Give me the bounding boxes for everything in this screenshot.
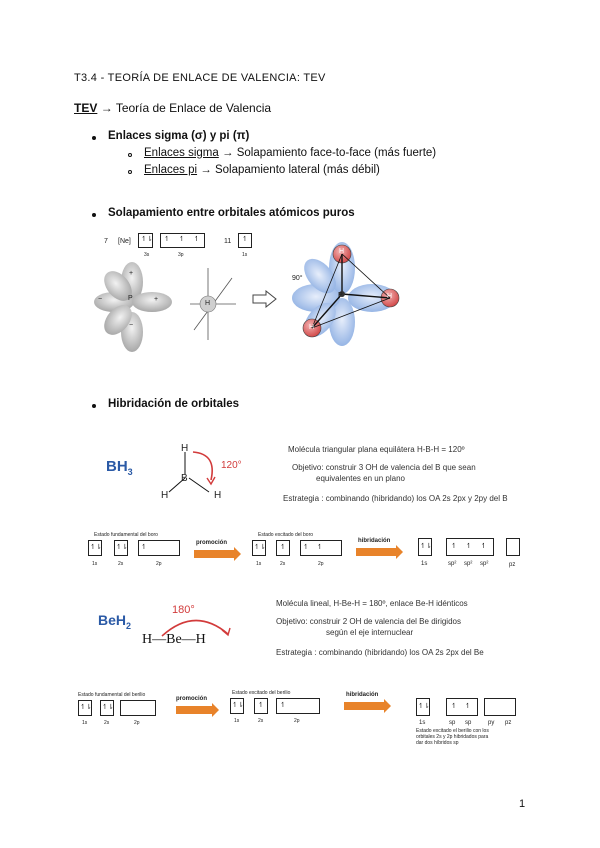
orb-label: 2s xyxy=(118,561,124,567)
bh3-h-top: H xyxy=(181,443,189,454)
paired-arrows-icon: ↿⇂ xyxy=(102,704,114,711)
formula-sub: 3 xyxy=(127,467,133,477)
bh3-line2: Objetivo: construir 3 OH de valencia del B que sean xyxy=(292,463,476,472)
orb-label: 1s xyxy=(82,720,88,726)
hyb-label: pz xyxy=(509,562,516,568)
arrow: → xyxy=(222,147,234,159)
orb-label: 2s xyxy=(280,561,286,567)
orb-label: 2s xyxy=(104,720,110,726)
bh3-ground-label: Estado fundamental del boro xyxy=(94,532,158,538)
paired-arrows-icon: ↿⇂ xyxy=(80,704,92,711)
single-arrows-icon: ↿↿ xyxy=(303,544,331,551)
p-orb-3p-label: 3p xyxy=(178,252,184,258)
minus-sign: − xyxy=(129,322,134,329)
ph3-h-left-label: H xyxy=(309,324,315,331)
hyb-label: sp² xyxy=(464,561,473,567)
section-overlap-heading: Solapamiento entre orbitales atómicos puros xyxy=(108,207,355,219)
hyb-label: pz xyxy=(505,720,512,726)
orb-label: 1s xyxy=(256,561,262,567)
hyb-label: 1s xyxy=(419,720,426,726)
paired-arrows-icon: ↿⇂ xyxy=(90,544,102,551)
beh2-excited-label: Estado excitado del berilio xyxy=(232,690,291,696)
ph3-h-top-label: H xyxy=(339,248,345,255)
orbital-box xyxy=(506,538,520,556)
arrow: → xyxy=(200,164,212,176)
tev-arrow: → xyxy=(100,101,113,115)
beh2-formula xyxy=(98,612,131,631)
hybrid-label: hibridación xyxy=(346,692,379,698)
term-sigma: Enlaces sigma xyxy=(144,147,219,159)
promo-label: promoción xyxy=(196,540,227,546)
angle-label: 90° xyxy=(292,275,303,282)
section-sigma-pi-heading: Enlaces sigma (σ) y pi (π) xyxy=(108,130,250,142)
orb-label: 1s xyxy=(92,561,98,567)
promo-label: promoción xyxy=(176,696,207,702)
hyb-label: 1s xyxy=(421,561,428,567)
term-pi: Enlaces pi xyxy=(144,164,198,176)
beh2-ground-label: Estado fundamental del berilio xyxy=(78,692,146,698)
paired-arrows-icon: ↿⇂ xyxy=(116,544,128,551)
hyb-note-line: dar dos híbridos sp xyxy=(416,740,459,746)
hyb-label: sp xyxy=(465,720,472,726)
desc-sigma: Solapamiento face-to-face (más fuerte) xyxy=(236,147,437,159)
minus-sign: − xyxy=(98,296,103,303)
beh2-molecule: H—Be—H xyxy=(142,632,206,647)
lobe-right xyxy=(132,292,172,312)
beh2-line4: Estrategia : combinando (hibridando) los OA 2s 2px del Be xyxy=(276,648,484,657)
tev-abbr: TEV xyxy=(74,101,98,115)
orbital-box xyxy=(484,698,516,716)
p-orb-3s-label: 3s xyxy=(144,252,150,258)
h-atom-label: H xyxy=(205,300,211,307)
single-arrow-icon: ↿ xyxy=(242,236,248,243)
single-arrows-icon: ↿↿↿ xyxy=(164,236,209,243)
orange-arrow-icon xyxy=(356,548,396,556)
h-orb-label: 1s xyxy=(242,252,248,258)
page-title: T3.4 - TEORÍA DE ENLACE DE VALENCIA: TEV xyxy=(74,72,326,84)
plus-sign: + xyxy=(129,270,134,277)
bh3-structure-diagram xyxy=(155,440,245,506)
bh3-b: B xyxy=(181,473,188,484)
plus-sign: + xyxy=(154,296,159,303)
bh3-h-right: H xyxy=(214,490,222,501)
bh3-angle: 120° xyxy=(221,460,242,471)
circle-bullet-icon xyxy=(128,153,132,157)
bh3-excited-label: Estado excitado del boro xyxy=(258,532,314,538)
p-atom-label: P xyxy=(128,295,133,302)
bh3-line1: Molécula triangular plana equilátera H-B-H = 120º xyxy=(288,445,465,454)
orb-label: 2s xyxy=(258,718,264,724)
formula-main: BeH xyxy=(98,612,127,628)
paired-arrows-icon: ↿⇂ xyxy=(141,236,153,243)
tev-text: Teoría de Enlace de Valencia xyxy=(115,101,272,115)
paired-arrows-icon: ↿⇂ xyxy=(254,544,266,551)
orange-arrow-icon xyxy=(194,550,234,558)
paired-arrows-icon: ↿⇂ xyxy=(232,702,244,709)
single-arrow-icon: ↿ xyxy=(280,544,286,551)
bh3-line3: equivalentes en un plano xyxy=(316,474,405,483)
paired-arrows-icon: ↿⇂ xyxy=(418,703,430,710)
h-atomic-number: 11 xyxy=(224,238,232,245)
h-atom-diagram xyxy=(188,264,240,344)
bullet-icon xyxy=(92,404,96,408)
orange-arrow-icon xyxy=(176,706,212,714)
bh3-h-left: H xyxy=(161,490,169,501)
orbital-box xyxy=(120,700,156,716)
tev-definition xyxy=(74,101,271,115)
single-arrow-icon: ↿ xyxy=(258,702,264,709)
list-item-pi xyxy=(144,164,380,176)
orb-label: 1s xyxy=(234,718,240,724)
bullet-icon xyxy=(92,213,96,217)
p-atomic-number: 7 xyxy=(104,238,108,245)
orb-label: 2p xyxy=(294,718,300,724)
hyb-label: sp xyxy=(449,720,456,726)
hyb-note-line: Estado excitado el berilio con los xyxy=(416,728,489,734)
section-hybridization-heading: Hibridación de orbitales xyxy=(108,398,239,410)
hyb-label: sp² xyxy=(480,561,489,567)
formula-main: BH xyxy=(106,458,128,475)
orb-label: 2p xyxy=(134,720,140,726)
bullet-icon xyxy=(92,136,96,140)
circle-bullet-icon xyxy=(128,170,132,174)
beh2-angle: 180° xyxy=(172,604,195,616)
beh2-line1: Molécula lineal, H-Be-H = 180º, enlace Be-H idénticos xyxy=(276,599,468,608)
single-arrow-icon: ↿ xyxy=(280,702,286,709)
bh3-formula xyxy=(106,458,133,477)
desc-pi: Solapamiento lateral (más débil) xyxy=(214,164,380,176)
hyb-label: sp² xyxy=(448,561,457,567)
orb-label: 2p xyxy=(156,561,162,567)
single-arrows-icon: ↿↿ xyxy=(451,703,479,710)
list-item-sigma xyxy=(144,147,436,159)
single-arrow-icon: ↿ xyxy=(141,544,147,551)
hyb-label: py xyxy=(488,720,495,726)
bh3-line4: Estrategia : combinando (hibridando) los OA 2s 2px y 2py del B xyxy=(283,494,508,503)
beh2-line3: según el eje internuclear xyxy=(326,628,414,637)
hyb-note-line: orbitales 2s y 2p hibridados para xyxy=(416,734,489,740)
hybrid-label: hibridación xyxy=(358,538,391,544)
ph3-p-label: P xyxy=(338,292,343,299)
beh2-line2: Objetivo: construir 2 OH de valencia del Be dirigidos xyxy=(276,617,461,626)
ph3-h-right-label: H xyxy=(387,293,393,300)
orange-arrow-icon xyxy=(344,702,384,710)
single-arrows-icon: ↿↿↿ xyxy=(451,543,496,550)
hollow-arrow-icon xyxy=(252,290,278,308)
orb-label: 2p xyxy=(318,561,324,567)
paired-arrows-icon: ↿⇂ xyxy=(420,543,432,550)
page-number: 1 xyxy=(519,798,526,810)
formula-sub: 2 xyxy=(126,620,132,631)
p-core: [Ne] xyxy=(118,238,131,245)
